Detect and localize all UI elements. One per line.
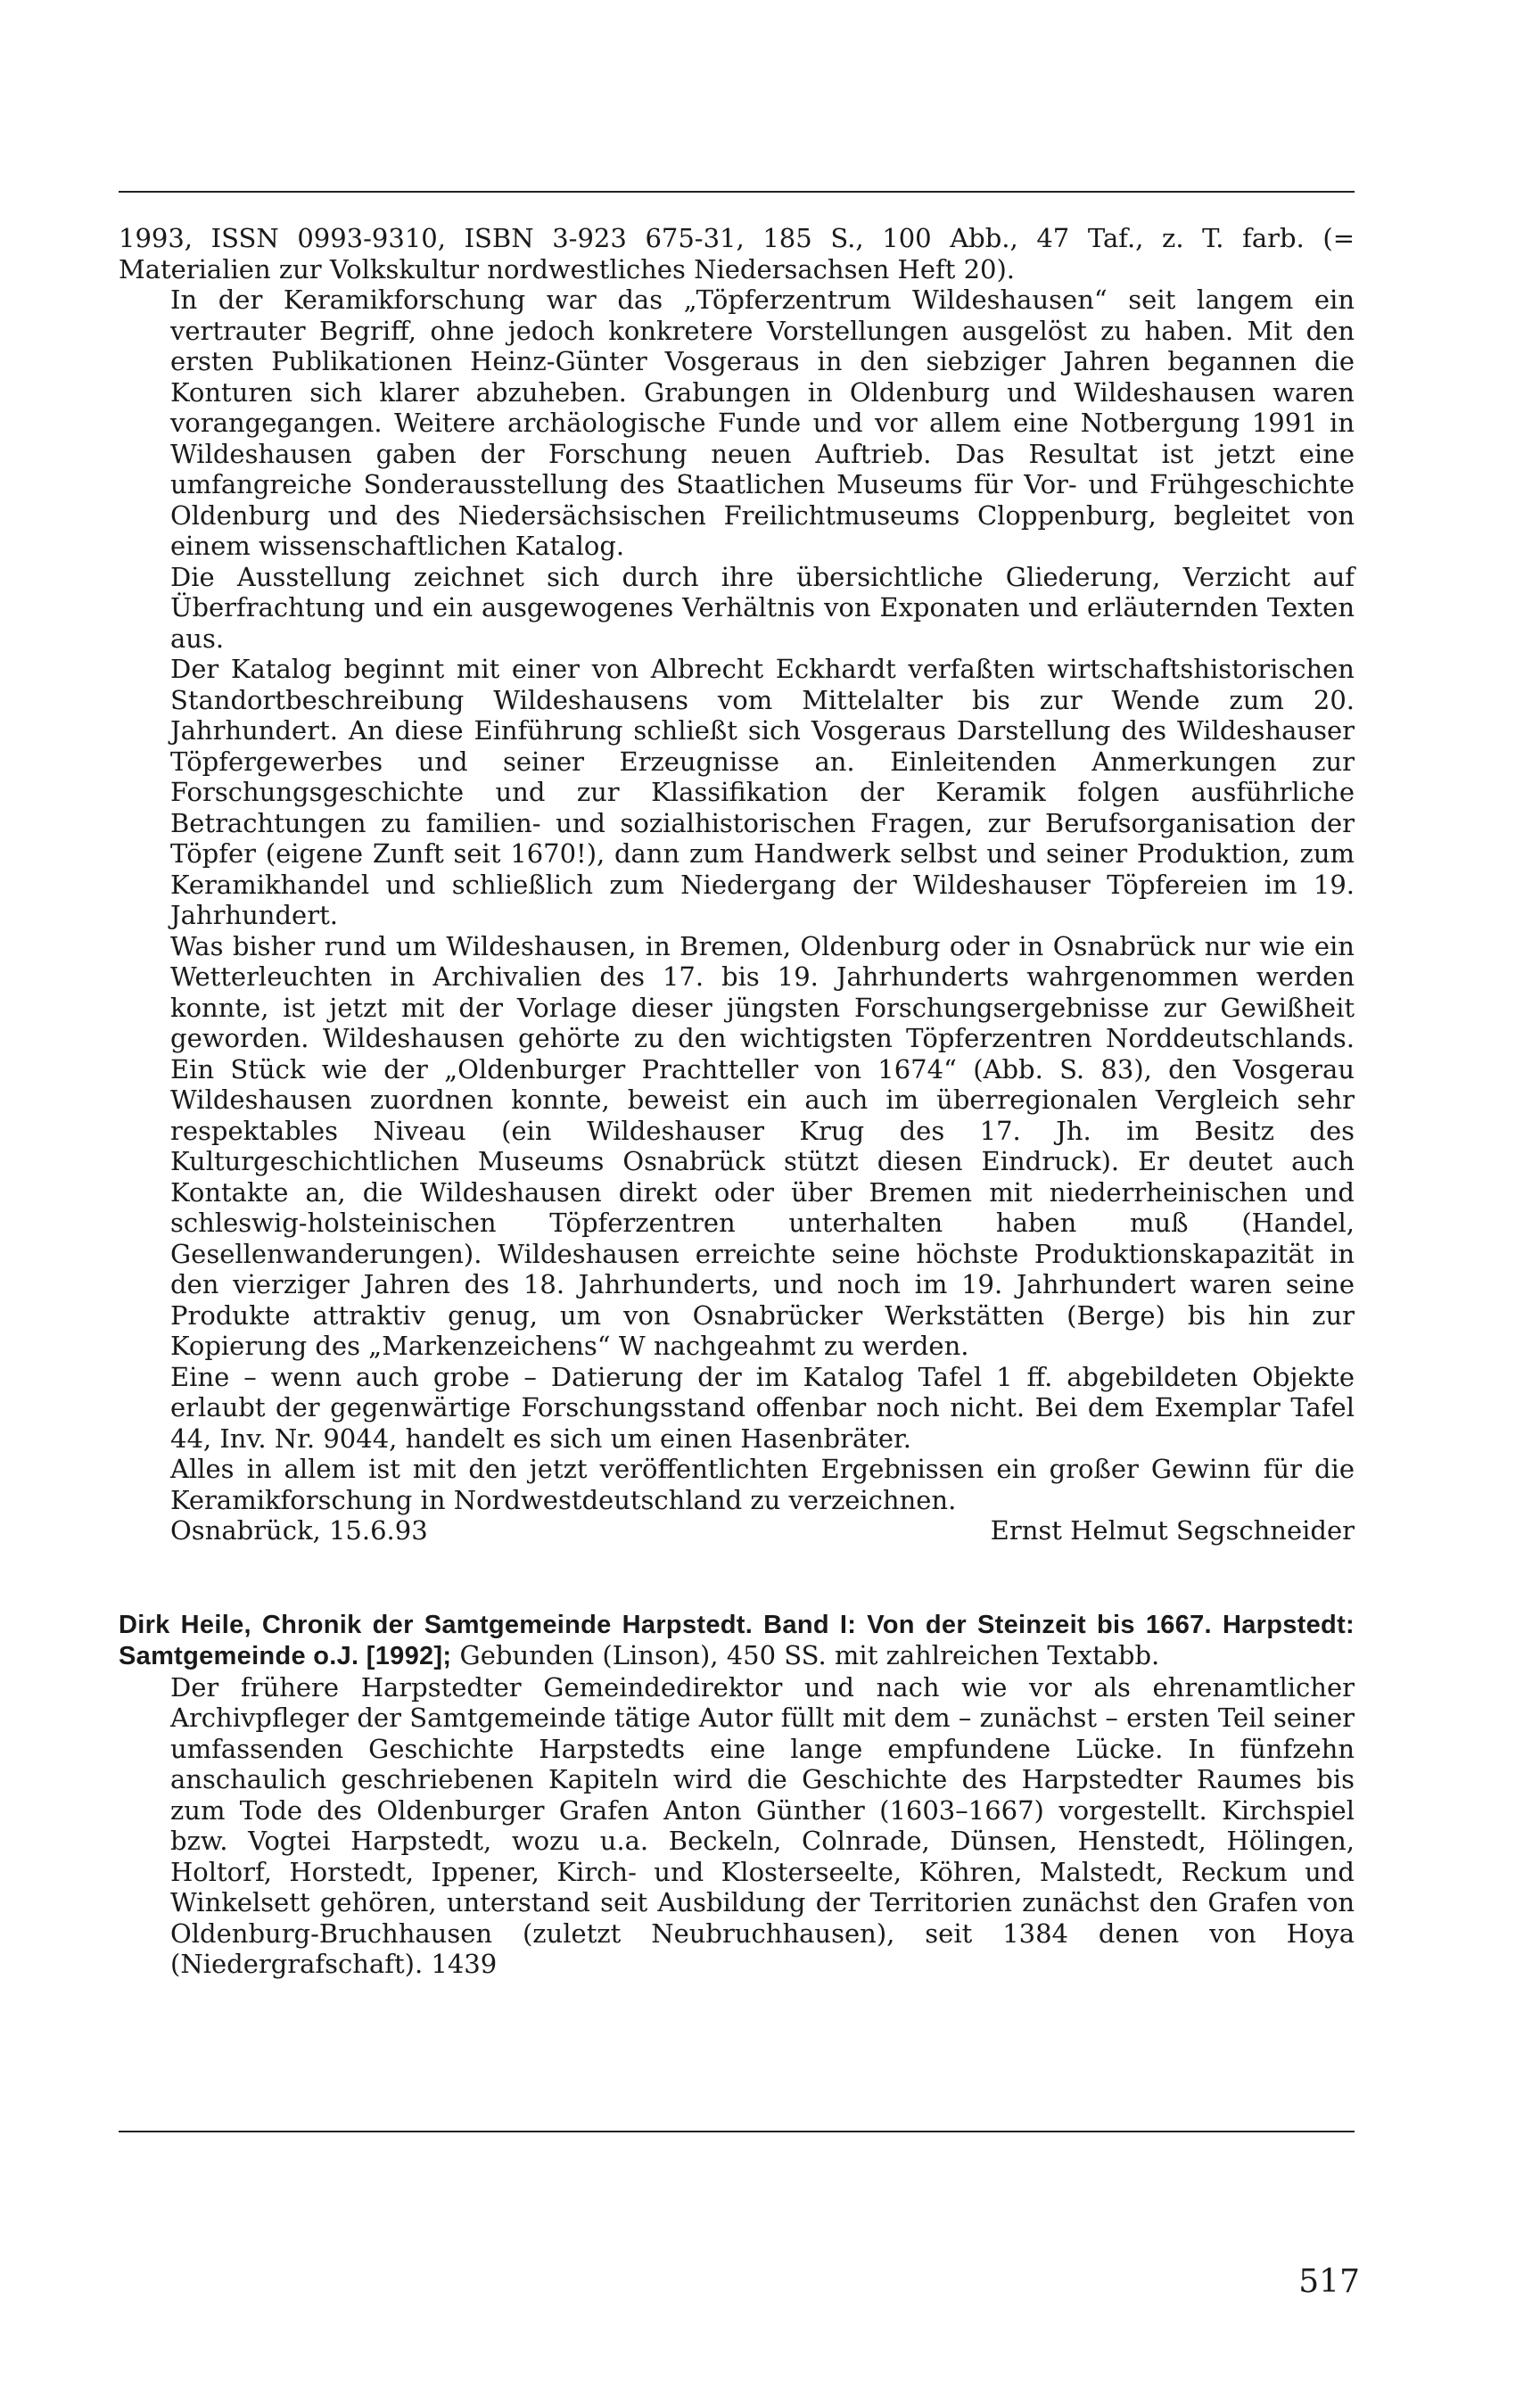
body-text	[119, 223, 1355, 1980]
review1-signature	[119, 1515, 1355, 1546]
page-number: 517	[1298, 2264, 1360, 2300]
review1-place-date: Osnabrück, 15.6.93	[170, 1515, 428, 1546]
review2-heading-details: Gebunden (Linson), 450 SS. mit zahlreichen Textabb.	[451, 1640, 1160, 1670]
review1-paragraph-4: Was bisher rund um Wildeshausen, in Bremen, Oldenburg oder in Osnabrück nur wie ein Wetterleuchten in Archivalien des 17. bis 19. Jahrhunderts wahrgenommen werden konnte, ist jetzt mit der Vorlage dieser jüngsten Forschungsergebnisse zur Gewißheit geworden. Wildeshausen gehörte zu den wichtigsten Töpferzentren Norddeutschlands. Ein Stück wie der „Oldenburger Prachtteller von 1674“ (Abb. S. 83), den Vosgerau Wildeshausen zuordnen konnte, beweist ein auch im überregionalen Vergleich sehr respektables Niveau (ein Wildeshauser Krug des 17. Jh. im Besitz des Kulturgeschichtlichen Museums Osnabrück stützt diesen Eindruck). Er deutet auch Kontakte an, die Wildeshausen direkt oder über Bremen mit niederrheinischen und schleswig-holsteinischen Töpferzentren unterhalten haben muß (Handel, Gesellenwanderungen). Wildeshausen erreichte seine höchste Produktionskapazität in den vierziger Jahren des 18. Jahrhunderts, und noch im 19. Jahrhundert waren seine Produkte attraktiv genug, um von Osnabrücker Werkstätten (Berge) bis hin zur Kopierung des „Markenzeichens“ W nachgeahmt zu werden.	[170, 930, 1355, 1361]
review1-paragraph-2: Die Ausstellung zeichnet sich durch ihre übersichtliche Gliederung, Verzicht auf Überfrachtung und ein ausgewogenes Verhältnis von Exponaten und erläuternden Texten aus.	[170, 561, 1355, 654]
review1-paragraph-3: Der Katalog beginnt mit einer von Albrecht Eckhardt verfaßten wirtschaftshistorischen Standortbeschreibung Wildeshausens vom Mittelalter bis zur Wende zum 20. Jahrhundert. An diese Einführung schließt sich Vosgeraus Darstellung des Wildeshauser Töpfergewerbes und seiner Erzeugnisse an. Einleitenden Anmerkungen zur Forschungsgeschichte und zur Klassifikation der Keramik folgen ausführliche Betrachtungen zu familien- und sozialhistorischen Fragen, zur Berufsorganisation der Töpfer (eigene Zunft seit 1670!), dann zum Handwerk selbst und seiner Produktion, zum Keramikhandel und schließlich zum Niedergang der Wildeshauser Töpfereien im 19. Jahrhundert.	[170, 654, 1355, 930]
review1-intro: 1993, ISSN 0993-9310, ISBN 3-923 675-31, 185 S., 100 Abb., 47 Taf., z. T. farb. (= Materialien zur Volkskultur nordwestliches Niedersachsen Heft 20).	[119, 223, 1355, 285]
review1-paragraph-5: Eine – wenn auch grobe – Datierung der im Katalog Tafel 1 ff. abgebildeten Objekte erlaubt der gegenwärtige Forschungsstand offenbar noch nicht. Bei dem Exemplar Tafel 44, Inv. Nr. 9044, handelt es sich um einen Hasenbräter.	[170, 1361, 1355, 1454]
review2-heading-title: Dirk Heile, Chronik der Samtgemeinde Harpstedt. Band I: Von der Steinzeit bis 1667. Harpstedt: Samtgemeinde o.J. [1992];	[119, 1610, 1355, 1670]
review1-paragraph-1: In der Keramikforschung war das „Töpferzentrum Wildeshausen“ seit langem ein vertrauter Begriff, ohne jedoch konkretere Vorstellungen ausgelöst zu haben. Mit den ersten Publikationen Heinz-Günter Vosgeraus in den siebziger Jahren begannen die Konturen sich klarer abzuheben. Grabungen in Oldenburg und Wildeshausen waren vorangegangen. Weitere archäologische Funde und vor allem eine Notbergung 1991 in Wildeshausen gaben der Forschung neuen Auftrieb. Das Resultat ist jetzt eine umfangreiche Sonderausstellung des Staatlichen Museums für Vor- und Frühgeschichte Oldenburg und des Niedersächsischen Freilichtmuseums Cloppenburg, begleitet von einem wissenschaftlichen Katalog.	[170, 285, 1355, 561]
bottom-rule	[119, 2131, 1355, 2132]
top-rule	[119, 191, 1355, 193]
review1-paragraph-6: Alles in allem ist mit den jetzt veröffentlichten Ergebnissen ein großer Gewinn für die Keramikforschung in Nordwestdeutschland zu verzeichnen.	[170, 1454, 1355, 1515]
review2-heading	[119, 1609, 1355, 1672]
review1-author: Ernst Helmut Segschneider	[990, 1515, 1355, 1546]
review2-paragraph-1: Der frühere Harpstedter Gemeindedirektor und nach wie vor als ehrenamtlicher Archivpfleger der Samtgemeinde tätige Autor füllt mit dem – zunächst – ersten Teil seiner umfassenden Geschichte Harpstedts eine lange empfundene Lücke. In fünfzehn anschaulich geschriebenen Kapiteln wird die Geschichte des Harpstedter Raumes bis zum Tode des Oldenburger Grafen Anton Günther (1603–1667) vorgestellt. Kirchspiel bzw. Vogtei Harpstedt, wozu u.a. Beckeln, Colnrade, Dünsen, Henstedt, Hölingen, Holtorf, Horstedt, Ippener, Kirch- und Klosterseelte, Köhren, Malstedt, Reckum und Winkelsett gehören, unterstand seit Ausbildung der Territorien zunächst den Grafen von Oldenburg-Bruchhausen (zuletzt Neubruchhausen), seit 1384 denen von Hoya (Niedergrafschaft). 1439	[170, 1671, 1355, 1979]
